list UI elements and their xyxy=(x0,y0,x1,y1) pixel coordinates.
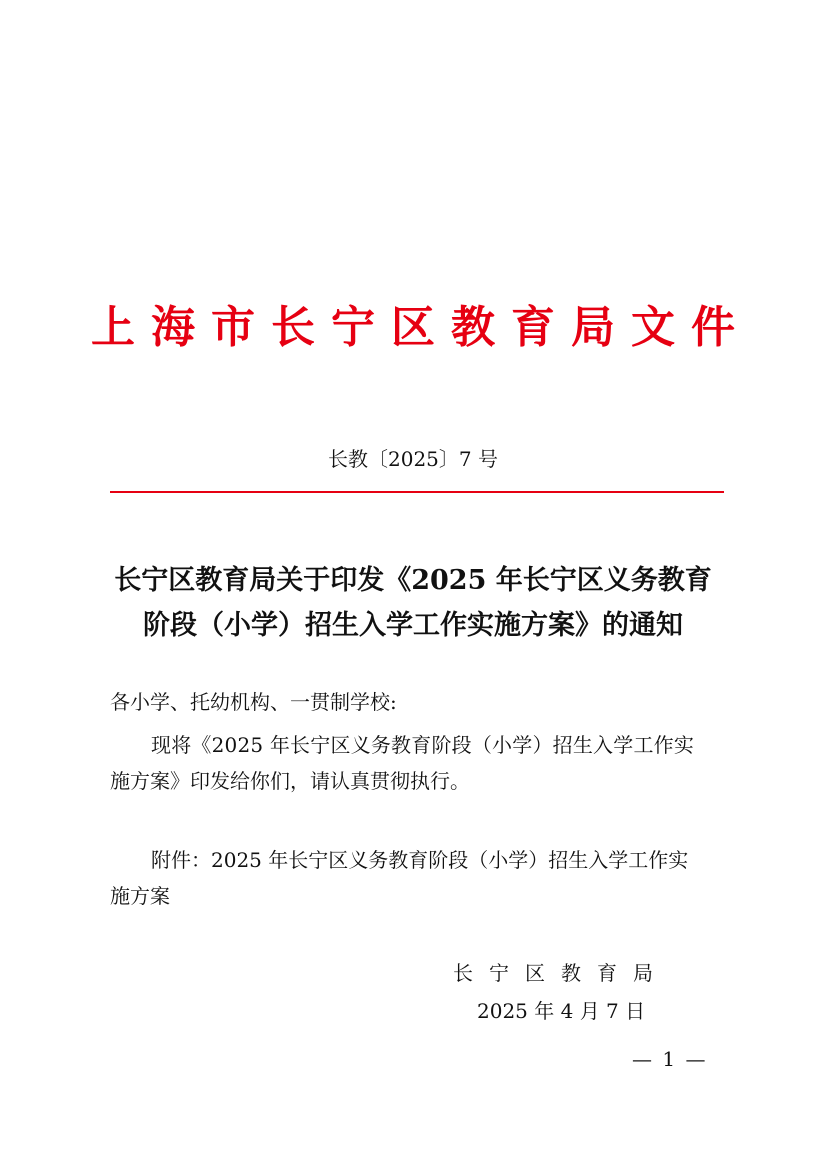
red-divider-line xyxy=(110,491,724,493)
body-paragraph-line-2: 施方案》印发给你们，请认真贯彻执行。 xyxy=(110,769,470,793)
document-header-title: 上海市长宁区教育局文件 xyxy=(91,302,751,353)
notice-title-line-1: 长宁区教育局关于印发《2025 年长宁区义务教育 xyxy=(114,565,712,596)
issue-date: 2025 年 4 月 7 日 xyxy=(477,999,646,1023)
body-paragraph-line-1: 现将《2025 年长宁区义务教育阶段（小学）招生入学工作实 xyxy=(151,733,695,757)
attachment-line-2: 施方案 xyxy=(110,884,170,908)
notice-title-line-2: 阶段（小学）招生入学工作实施方案》的通知 xyxy=(143,610,683,641)
page-number: — 1 — xyxy=(632,1047,708,1071)
salutation: 各小学、托幼机构、一贯制学校: xyxy=(110,690,397,714)
attachment-line-1: 附件：2025 年长宁区义务教育阶段（小学）招生入学工作实 xyxy=(151,848,689,872)
document-number: 长教〔2025〕7 号 xyxy=(328,447,498,471)
issuer-signature: 长宁区教育局 xyxy=(453,961,669,985)
